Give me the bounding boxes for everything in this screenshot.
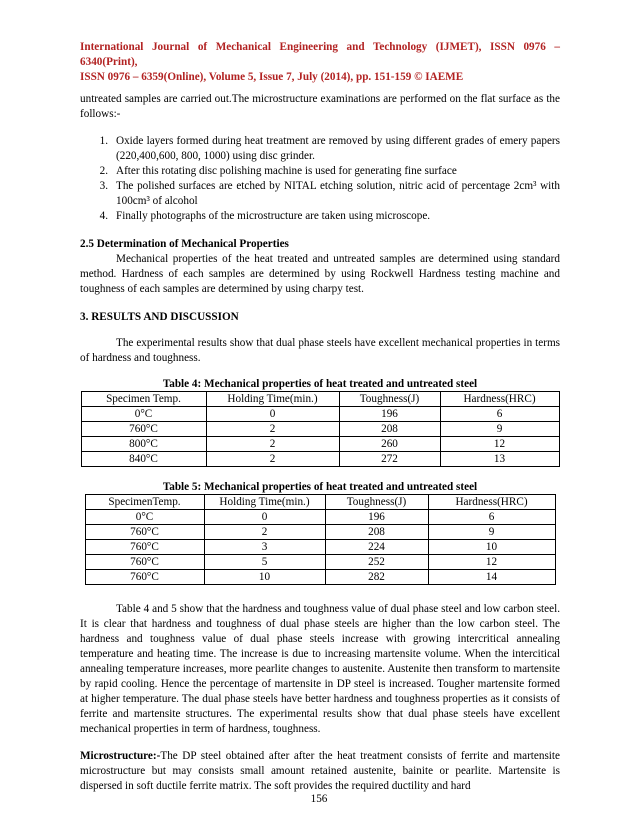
table-row: 760°C 2 208 9	[85, 525, 555, 540]
procedure-list	[80, 134, 560, 224]
table-header: Hardness(HRC)	[440, 392, 559, 407]
table-4-caption: Table 4: Mechanical properties of heat treated and untreated steel	[162, 378, 478, 390]
table-row: 760°C 5 252 12	[85, 555, 555, 570]
table-row: 760°C 10 282 14	[85, 570, 555, 585]
journal-header-line-2: ISSN 0976 – 6359(Online), Volume 5, Issue 7, July (2014), pp. 151-159 © IAEME	[80, 71, 464, 83]
table-row: 800°C 2 260 12	[81, 437, 559, 452]
section-heading-3: 3. RESULTS AND DISCUSSION	[80, 311, 239, 323]
page-number: 156	[310, 793, 328, 805]
table-row: 0°C 0 196 6	[85, 510, 555, 525]
section-2-5-body: Mechanical properties of the heat treated and untreated samples are determined using standard method. Hardness of each samples are determined by using Rockwell Hardness testing machine and toughness of each samples are determined by using charpy test.	[80, 253, 560, 295]
table-row: 0°C 0 196 6	[81, 407, 559, 422]
journal-header-line-1: International Journal of Mechanical Engineering and Technology (IJMET), ISSN 0976 – 6340(Print),	[80, 41, 560, 68]
table-5-caption: Table 5: Mechanical properties of heat treated and untreated steel	[162, 481, 478, 493]
list-item: 3. The polished surfaces are etched by NITAL etching solution, nitric acid of percentage 2cm³ with 100cm³ of alcohol	[99, 180, 560, 207]
table-header: Toughness(J)	[339, 392, 440, 407]
discussion-paragraph: Table 4 and 5 show that the hardness and toughness value of dual phase steel and low carbon steel. It is clear that hardness and toughness of dual phase steels are higher than the low carbon steel. The hardness and toughness value of dual phase steels increase with growing intercritical annealing temperature and heating time. The increase is due to increasing martensite volume. When the intercitical annealing temperature increases, more pearlite changes to austenite. Austenite then transform to martensite by rapid cooling. Hence the percentage of martensite in DP steel is increased. Tougher martensite formed at higher temperature. The dual phase steels have better hardness and toughness properties as it consists of ferrite and martensite structures. The experimental results show that dual phase steels have excellent mechanical properties in term of hardness, toughness.	[80, 603, 560, 735]
list-item: 2. After this rotating disc polishing machine is used for generating fine surface	[99, 165, 457, 177]
table-row: 760°C 3 224 10	[85, 540, 555, 555]
microstructure-body: The DP steel obtained after after the heat treatment consists of ferrite and martensite microstructure but may consists small amount retained austenite, bainite or pearlite. Martensite is dispersed in soft ductile ferrite matrix. The soft provides the required ductility and hard	[80, 750, 560, 792]
table-header: Holding Time(min.)	[206, 392, 339, 407]
table-row: 760°C 2 208 9	[81, 422, 559, 437]
journal-header	[80, 40, 560, 85]
list-item: 1. Oxide layers formed during heat treatment are removed by using different grades of emery papers (220,400,600, 800, 1000) using disc grinder.	[99, 135, 560, 162]
table-header: SpecimenTemp.	[85, 495, 204, 510]
section-3-body: The experimental results show that dual phase steels have excellent mechanical properties in terms of hardness and toughness.	[80, 337, 560, 364]
list-item: 4. Finally photographs of the microstructure are taken using microscope.	[99, 210, 431, 222]
table-header: Specimen Temp.	[81, 392, 206, 407]
table-row: 840°C 2 272 13	[81, 452, 559, 467]
paper-page	[80, 40, 560, 794]
microstructure-label: Microstructure:-	[80, 750, 161, 762]
table-4	[81, 391, 560, 467]
intro-paragraph: untreated samples are carried out.The microstructure examinations are performed on the flat surface as the follows:-	[80, 93, 560, 120]
section-heading-2-5: 2.5 Determination of Mechanical Properties	[80, 238, 289, 250]
table-header: Holding Time(min.)	[204, 495, 325, 510]
table-header: Hardness(HRC)	[428, 495, 555, 510]
table-header: Toughness(J)	[325, 495, 428, 510]
table-5	[85, 494, 556, 585]
microstructure-paragraph	[80, 749, 560, 794]
